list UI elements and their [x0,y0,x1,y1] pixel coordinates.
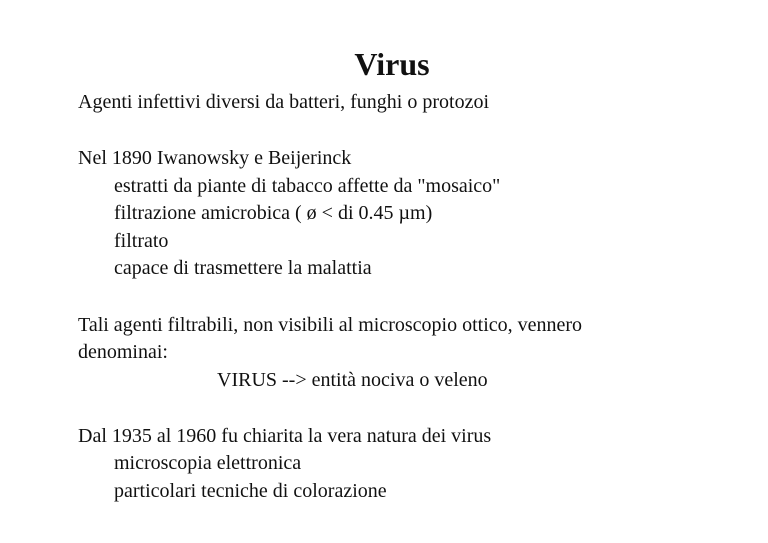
history-1890-item: capace di trasmettere la malattia [114,257,372,279]
history-1890-heading: Nel 1890 Iwanowsky e Beijerinck [78,147,352,169]
history-1935-item: particolari tecniche di colorazione [114,480,387,502]
history-1890-item: estratti da piante di tabacco affette da "mosaico" [114,175,501,197]
history-1935-heading: Dal 1935 al 1960 fu chiarita la vera natura dei virus [78,425,492,447]
history-1890-item: filtrazione amicrobica ( ø < di 0.45 µm) [114,202,433,224]
history-1890-item: filtrato [114,230,169,252]
history-1935-item: microscopia elettronica [114,452,302,474]
virus-definition: VIRUS --> entità nociva o veleno [217,369,488,391]
slide-title: Virus [354,46,430,82]
naming-line-1: Tali agenti filtrabili, non visibili al microscopio ottico, vennero [78,314,583,336]
naming-line-2: denominai: [78,341,168,363]
intro-text: Agenti infettivi diversi da batteri, funghi o protozoi [78,91,490,113]
